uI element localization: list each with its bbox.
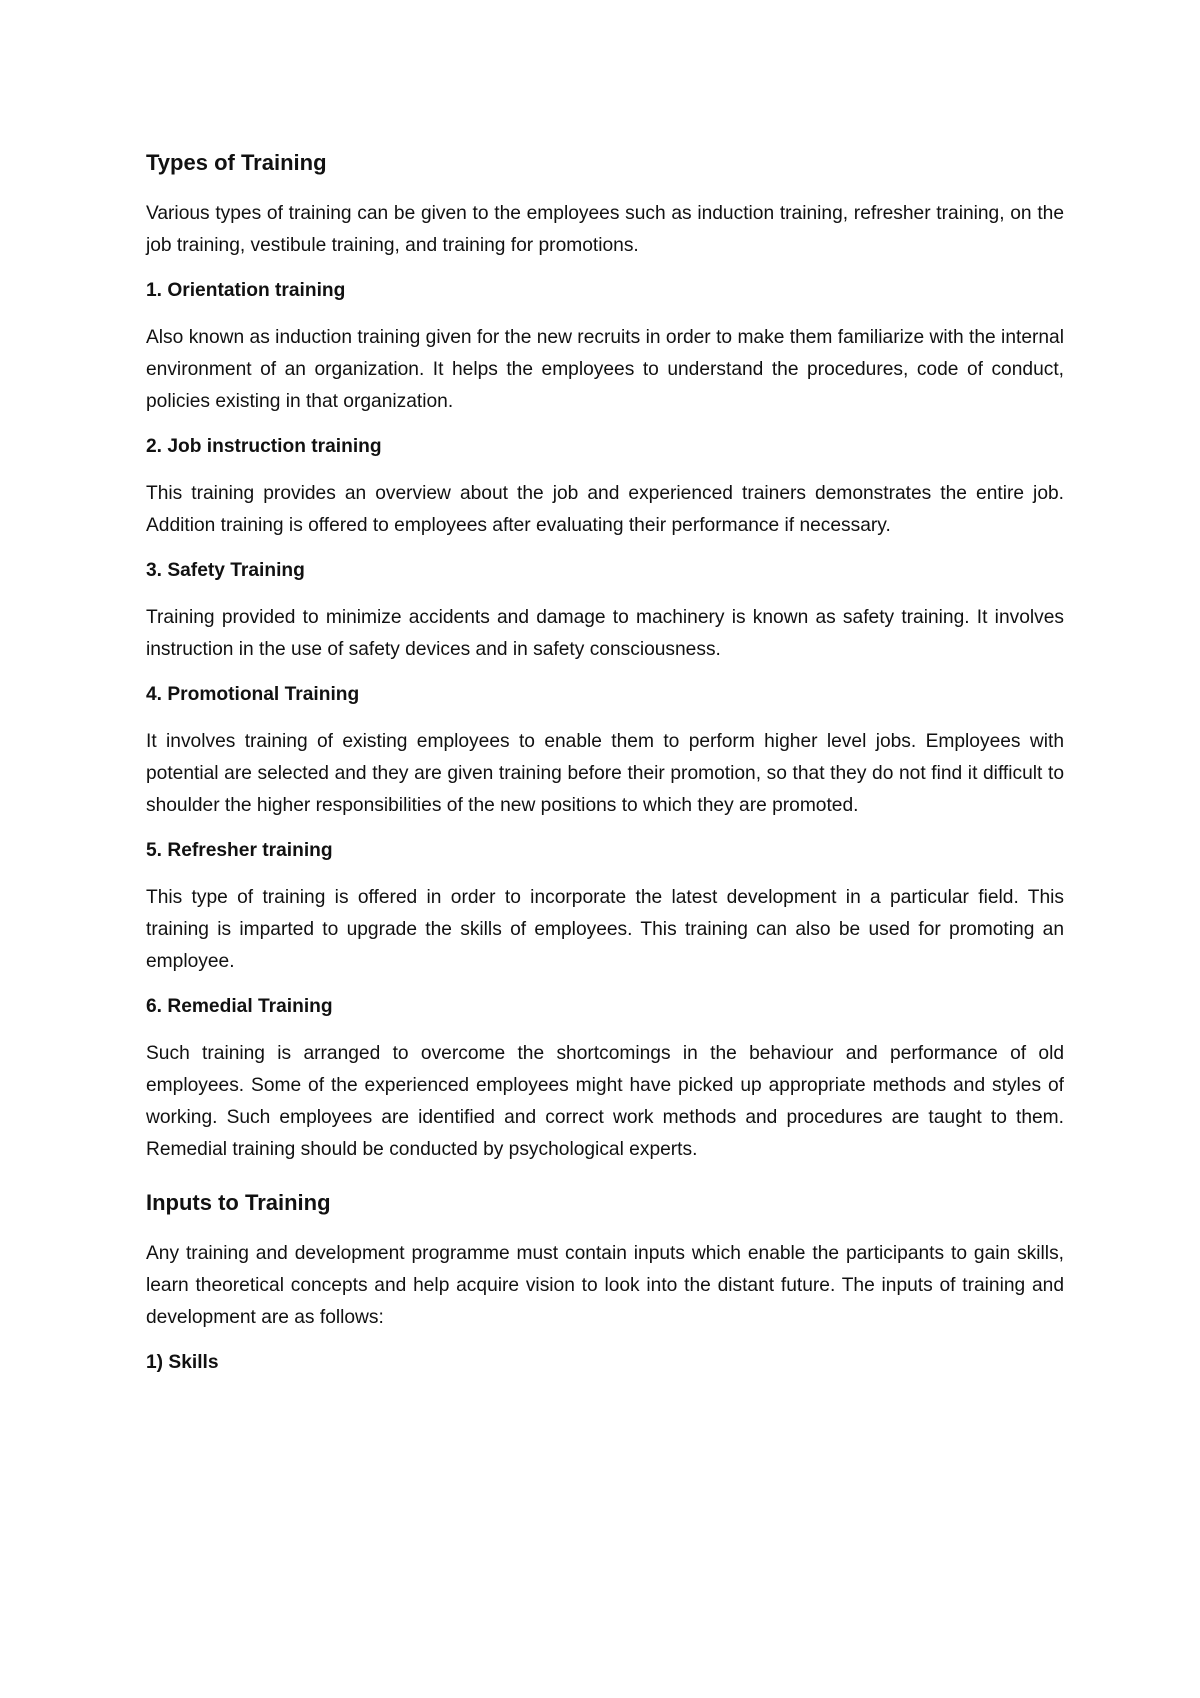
document-page bbox=[146, 148, 1064, 1394]
section-title-refresher: 5. Refresher training bbox=[146, 840, 333, 861]
section-title-orientation: 1. Orientation training bbox=[146, 280, 346, 301]
section-text-refresher: This type of training is offered in order to incorporate the latest development in a particular field. This training is imparted to upgrade the skills of employees. This training can also be used for promoting an employee. bbox=[146, 887, 1064, 972]
section-title-job-instruction: 2. Job instruction training bbox=[146, 436, 382, 457]
section-title-safety: 3. Safety Training bbox=[146, 560, 305, 581]
section-title-promotional: 4. Promotional Training bbox=[146, 684, 360, 705]
input-item-skills: 1) Skills bbox=[146, 1352, 219, 1373]
section-text-job-instruction: This training provides an overview about the job and experienced trainers demonstrates the entire job. Addition training is offered to employees after evaluating their performance if necessary. bbox=[146, 483, 1064, 536]
heading-inputs-to-training: Inputs to Training bbox=[146, 1190, 331, 1215]
section-title-remedial: 6. Remedial Training bbox=[146, 996, 333, 1017]
section-text-orientation: Also known as induction training given for the new recruits in order to make them familiarize with the internal environment of an organization. It helps the employees to understand the procedures, code of conduct, policies existing in that organization. bbox=[146, 327, 1064, 412]
section-text-promotional: It involves training of existing employees to enable them to perform higher level jobs. Employees with potential are selected and they are given training before their promotion, so that they do not find it difficult to shoulder the higher responsibilities of the new positions to which they are promoted. bbox=[146, 731, 1064, 816]
section-text-remedial: Such training is arranged to overcome the shortcomings in the behaviour and performance of old employees. Some of the experienced employees might have picked up appropriate methods and styles of working. Such employees are identified and correct work methods and procedures are taught to them. Remedial training should be conducted by psychological experts. bbox=[146, 1043, 1064, 1160]
heading-types-of-training: Types of Training bbox=[146, 150, 327, 175]
intro-paragraph: Various types of training can be given to the employees such as induction training, refresher training, on the job training, vestibule training, and training for promotions. bbox=[146, 203, 1064, 256]
inputs-intro-paragraph: Any training and development programme must contain inputs which enable the participants to gain skills, learn theoretical concepts and help acquire vision to look into the distant future. The inputs of training and development are as follows: bbox=[146, 1243, 1064, 1328]
section-text-safety: Training provided to minimize accidents and damage to machinery is known as safety training. It involves instruction in the use of safety devices and in safety consciousness. bbox=[146, 607, 1064, 660]
